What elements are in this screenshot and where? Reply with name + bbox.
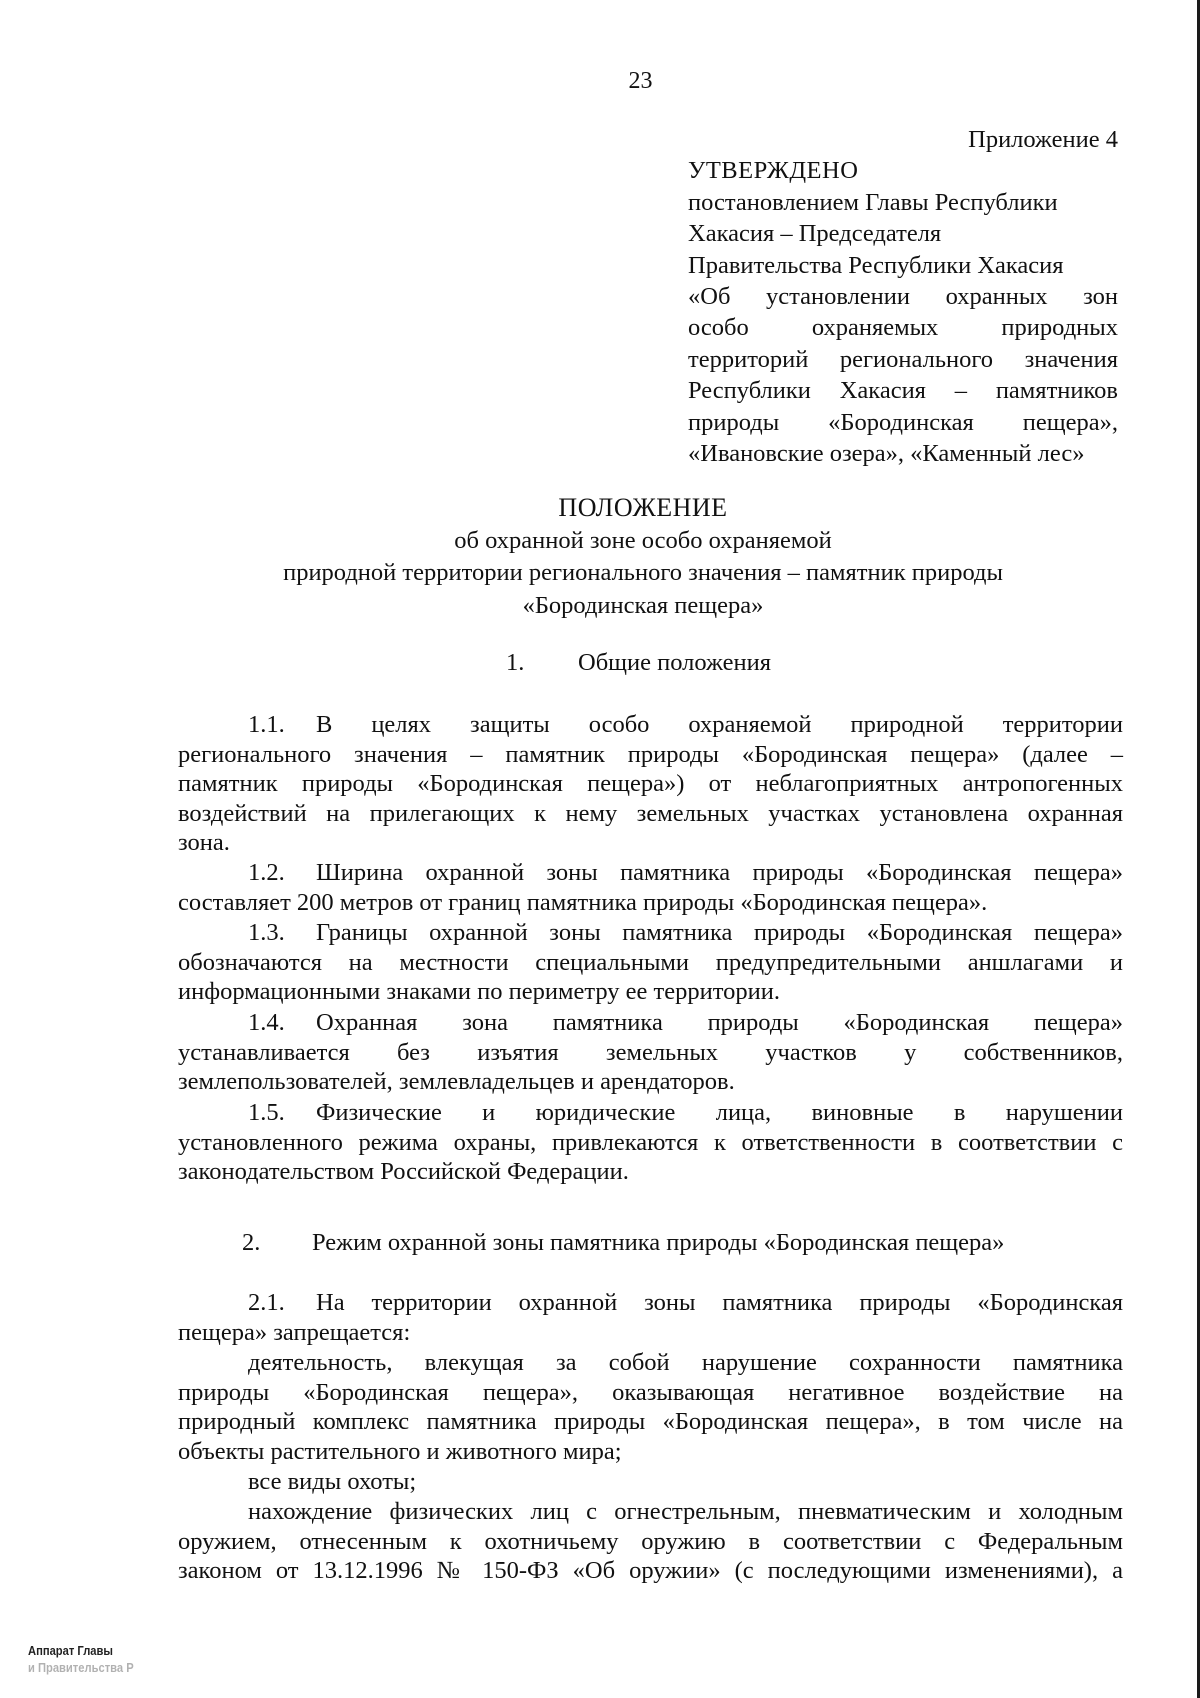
approval-text [688,187,1118,470]
section-title: Режим охранной зоны памятника природы «Бородинская пещера» [312,1229,1005,1256]
approval-line: Правительства Республики Хакасия [688,251,1064,279]
paragraph-line: деятельность, влекущая за собой нарушение сохранности памятника [248,1349,1123,1376]
office-stamp [28,1642,134,1676]
paragraph-line: установленного режима охраны, привлекаются к ответственности в соответствии с [178,1128,1123,1156]
paragraph-line: 1.3. Границы охранной зоны памятника природы «Бородинская пещера» [248,919,1123,946]
paragraph-2-1 [178,1288,1123,1347]
section-2-heading [242,1228,1004,1258]
paragraph-line: 1.2. Ширина охранной зоны памятника природы «Бородинская пещера» [248,859,1123,886]
paragraph-line: устанавливается без изъятия земельных участков у собственников, [178,1038,1123,1066]
section-title: Общие положения [578,649,772,676]
approval-line: территорий регионального значения [688,345,1118,373]
paragraph-line: объекты растительного и животного мира; [178,1437,622,1465]
page-number: 23 [628,68,653,94]
section-number: 2. [242,1229,261,1256]
paragraph-line: обозначаются на местности специальными предупредительными аншлагами и [178,948,1123,976]
stamp-line-2: и Правительства Р [28,1660,134,1675]
approval-block [688,124,1118,469]
approval-line: Хакасия – Председателя [688,220,942,248]
document-subtitle-line-2: природной территории регионального значения – памятник природы [283,559,1003,586]
paragraph-line: 1.5. Физические и юридические лица, виновные в нарушении [248,1099,1123,1126]
paragraph-line: 2.1. На территории охранной зоны памятника природы «Бородинская [248,1289,1123,1316]
paragraph-line: оружием, отнесенным к охотничьему оружию в соответствии с Федеральным [178,1527,1123,1555]
paragraph-line: природы «Бородинская пещера», оказывающая негативное воздействие на [178,1378,1123,1406]
paragraph-line: составляет 200 метров от границ памятника природы «Бородинская пещера». [178,888,988,916]
section-number: 1. [506,649,525,676]
paragraph-line: зона. [178,829,230,857]
paragraph-number: 1.1. [248,711,285,738]
paragraph-line: памятник природы «Бородинская пещера») от неблагоприятных антропогенных [178,770,1123,798]
document-title-block [178,492,1108,622]
appendix-label: Приложение 4 [968,126,1118,153]
paragraph-line: регионального значения – памятник природы «Бородинская пещера» (далее – [178,740,1123,768]
approval-line: «Ивановские озера», «Каменный лес» [688,440,1085,468]
approval-line: Республики Хакасия – памятников [688,377,1118,405]
paragraph-line: законом от 13.12.1996 № 150-ФЗ «Об оружии» (с последующими изменениями), а [178,1557,1123,1585]
paragraph-1-4 [178,1008,1123,1097]
paragraph-line: природный комплекс памятника природы «Бородинская пещера», в том числе на [178,1408,1123,1436]
document-subtitle-line-1: об охранной зоне особо охраняемой [454,526,832,554]
approval-line: «Об установлении охранных зон [688,283,1118,311]
paragraph-line: 1.4. Охранная зона памятника природы «Бородинская пещера» [248,1009,1123,1036]
document-subtitle-line-3: «Бородинская пещера» [522,591,764,619]
approval-line: природы «Бородинская пещера», [688,408,1118,436]
paragraph-line: пещера» запрещается: [178,1318,411,1346]
paragraph-number: 1.2. [248,859,285,886]
paragraph-1-1 [178,710,1123,858]
prohibition-item-3 [178,1497,1123,1586]
paragraph-number: 1.3. [248,919,285,946]
approval-line: постановлением Главы Республики [688,188,1058,216]
paragraph-1-3 [178,918,1123,1007]
paragraph-number: 1.5. [248,1099,285,1126]
paragraph-line: информационными знаками по периметру ее территории. [178,978,780,1006]
paragraph-line: воздействий на прилегающих к нему земельных участках установлена охранная [178,799,1123,827]
approval-line: особо охраняемых природных [688,314,1118,342]
prohibition-item-1 [178,1348,1123,1466]
section-1-heading [506,648,771,678]
prohibition-item-2 [178,1467,1123,1497]
paragraph-line: землепользователей, землевладельцев и арендаторов. [178,1068,735,1096]
paragraph-1-2 [178,858,1123,917]
paragraph-number: 1.4. [248,1009,285,1036]
paragraph-line: законодательством Российской Федерации. [178,1158,629,1186]
paragraph-number: 2.1. [248,1289,285,1316]
paragraph-line: 1.1. В целях защиты особо охраняемой природной территории [248,711,1123,738]
stamp-line-1: Аппарат Главы [28,1643,113,1658]
document-title: ПОЛОЖЕНИЕ [558,493,728,522]
paragraph-line: все виды охоты; [248,1468,417,1495]
paragraph-line: нахождение физических лиц с огнестрельным, пневматическим и холодным [248,1498,1123,1525]
approved-label: УТВЕРЖДЕНО [688,157,859,185]
paragraph-1-5 [178,1098,1123,1187]
